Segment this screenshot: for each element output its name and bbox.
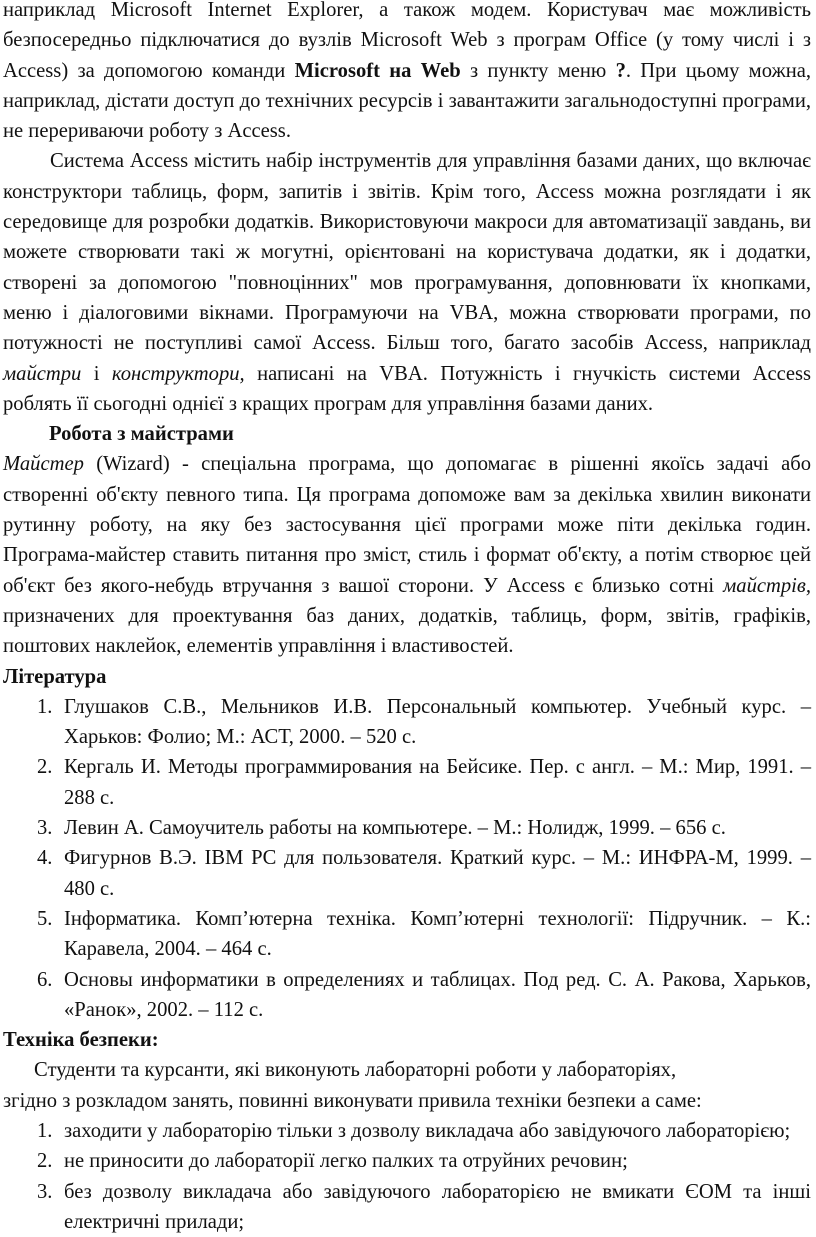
literature-item-number: 4. bbox=[37, 847, 53, 870]
literature-item-number: 2. bbox=[37, 756, 53, 779]
literature-item-number: 6. bbox=[37, 968, 53, 991]
wizards-text-1: (Wizard) - спеціальна програма, що допомагає в рішенні якоїсь задачі або створенні об'єкту певного типа. Ця програма допоможе вам за декілька хвилин виконати рутинну роботу, на яку без застосування цієї програми може піти декілька годин. Програма-майстер ставить питання про зміст, стиль і формат об'єкту, а потім створює цей об'єкт без якого-небудь втручання з вашої сторони. У Access є близько сотні bbox=[3, 453, 811, 597]
safety-item bbox=[3, 1116, 811, 1146]
literature-item bbox=[3, 843, 811, 904]
safety-intro bbox=[3, 1055, 811, 1116]
intro-bold-command: Microsoft на Web bbox=[294, 59, 461, 82]
safety-heading: Техніка безпеки: bbox=[3, 1029, 159, 1052]
literature-item bbox=[3, 904, 811, 965]
literature-item bbox=[3, 813, 811, 843]
literature-heading: Література bbox=[3, 665, 107, 688]
safety-item-number: 1. bbox=[37, 1119, 53, 1142]
safety-list bbox=[3, 1116, 811, 1237]
literature-item-text: Інформатика. Комп’ютерна техніка. Комп’ютерні технології: Підручник. – К.: Каравела, 2004. – 464 с. bbox=[64, 907, 811, 961]
literature-item-number: 1. bbox=[37, 695, 53, 718]
intro-bold-menu: ? bbox=[615, 59, 626, 82]
literature-item-number: 3. bbox=[37, 817, 53, 840]
safety-item-text: заходити у лабораторію тільки з дозволу викладача або завідуючого лабораторією; bbox=[64, 1119, 791, 1142]
literature-item-text: Кергаль И. Методы программирования на Бейсике. Пер. с англ. – М.: Мир, 1991. – 288 с. bbox=[64, 756, 811, 809]
wizards-text-2: призначених для проектування баз даних, додатків, таблиць, форм, звітів, графіків, поштових наклейок, елементів управління і властивостей. bbox=[3, 604, 811, 658]
intro-paragraph bbox=[3, 0, 811, 146]
literature-item-text: Фигурнов В.Э. IBM PC для пользователя. Краткий курс. – М.: ИНФРА-М, 1999. – 480 с. bbox=[64, 847, 811, 900]
wizards-heading: Робота з майстрами bbox=[49, 423, 234, 446]
literature-list bbox=[3, 692, 811, 1025]
literature-item-text: Глушаков С.В., Мельников И.В. Персональный компьютер. Учебный курс. – Харьков: Фолио; М.: АСТ, 2000. – 520 с. bbox=[64, 695, 811, 749]
intro-text-3: . При цьому можна, наприклад, дістати доступ до технічних ресурсів і завантажити загальнодоступні програми, не перериваючи роботу з Access. bbox=[3, 59, 812, 143]
system-text-2: і bbox=[81, 362, 112, 385]
safety-intro-line-1: Студенти та курсанти, які виконують лабораторні роботи у лабораторіях, bbox=[34, 1059, 677, 1082]
safety-item-number: 2. bbox=[37, 1150, 53, 1173]
literature-item-text: Левин А. Самоучитель работы на компьютере. – М.: Нолидж, 1999. – 656 с. bbox=[64, 817, 726, 840]
wizards-paragraph bbox=[3, 449, 811, 661]
safety-item-text: не приносити до лабораторії легко палких та отруйних речовин; bbox=[64, 1150, 628, 1173]
wizards-italic-term: Майстер bbox=[3, 453, 84, 476]
system-text-1: Система Access містить набір інструментів для управління базами даних, що включає конструктори таблиць, форм, запитів і звітів. Крім того, Access можна розглядати і як середовище для розробки додатків. Використовуючи макроси для автоматизації завдань, ви можете створювати такі ж могутні, орієнтовані на користувача додатки, як і додатки, створені за допомогою "повноцінних" мов програмування, доповнювати їх кнопками, меню і діалоговими вікнами. Програмуючи на VBA, можна створювати програми, по потужності не поступливі самої Access. Більш того, багато засобів Access, наприклад bbox=[3, 150, 811, 355]
safety-item-number: 3. bbox=[37, 1180, 53, 1203]
safety-item bbox=[3, 1177, 811, 1237]
wizards-italic-2: майстрів, bbox=[723, 574, 811, 597]
system-text-3: написані на VBA. Потужність і гнучкість системи Access роблять її сьогодні однієї з кращих програм для управління базами даних. bbox=[3, 362, 811, 415]
literature-item-text: Основы информатики в определениях и таблицах. Под ред. С. А. Ракова, Харьков, «Ранок», 2002. – 112 с. bbox=[64, 968, 811, 1021]
system-italic-2: конструктори, bbox=[111, 362, 245, 385]
safety-item bbox=[3, 1146, 811, 1176]
safety-intro-line-2: згідно з розкладом занять, повинні виконувати привила техніки безпеки а саме: bbox=[3, 1089, 702, 1112]
intro-text-2: з пункту меню bbox=[460, 59, 616, 82]
system-italic-1: майстри bbox=[3, 362, 82, 385]
literature-item bbox=[3, 692, 811, 753]
system-paragraph bbox=[3, 146, 811, 419]
literature-item-number: 5. bbox=[37, 907, 53, 930]
safety-item-text: без дозволу викладача або завідуючого лабораторією не вмикати ЄОМ та інші електричні прилади; bbox=[64, 1180, 811, 1233]
literature-item bbox=[3, 965, 811, 1026]
literature-item bbox=[3, 752, 811, 813]
intro-text-1: наприклад Microsoft Internet Explorer, а також модем. Користувач має можливість безпосередньо підключатися до вузлів Microsoft Web з програм Office (у тому числі і з Access) за допомогою команди bbox=[3, 0, 811, 82]
